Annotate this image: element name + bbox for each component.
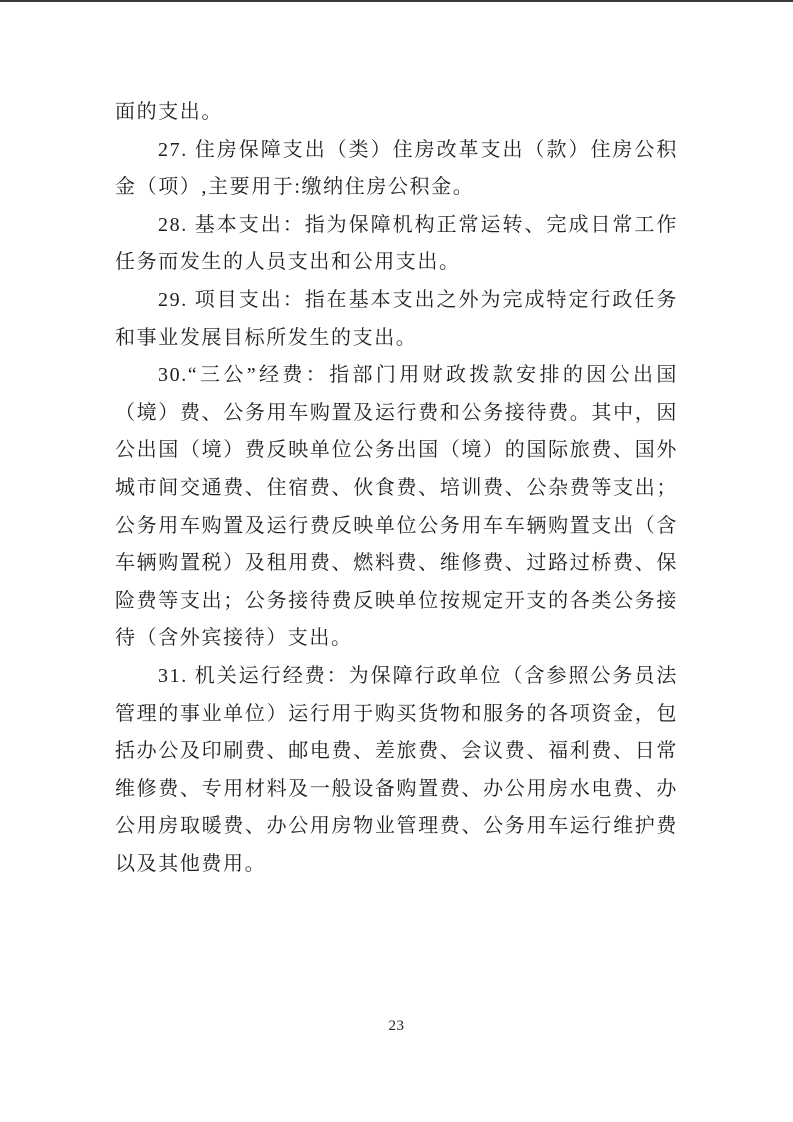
paragraph-item-28: 28. 基本支出：指为保障机构正常运转、完成日常工作任务而发生的人员支出和公用支出。 [115,213,678,274]
paragraph-item-27: 27. 住房保障支出（类）住房改革支出（款）住房公积金（项）,主要用于:缴纳住房公积金。 [115,138,678,199]
page-footer [0,1018,793,1035]
document-body [115,94,678,883]
paragraph-item-31: 31. 机关运行经费：为保障行政单位（含参照公务员法管理的事业单位）运行用于购买货物和服务的各项资金，包括办公及印刷费、邮电费、差旅费、会议费、福利费、日常维修费、专用材料及一般设备购置费、办公用房水电费、办公用房取暖费、办公用房物业管理费、公务用车运行维护费以及其他费用。 [115,664,678,875]
page-number: 23 [388,1018,405,1034]
paragraph-item-30: 30.“三公”经费：指部门用财政拨款安排的因公出国（境）费、公务用车购置及运行费和公务接待费。其中，因公出国（境）费反映单位公务出国（境）的国际旅费、国外城市间交通费、住宿费、伙食费、培训费、公杂费等支出；公务用车购置及运行费反映单位公务用车车辆购置支出（含车辆购置税）及租用费、燃料费、维修费、过路过桥费、保险费等支出；公务接待费反映单位按规定开支的各类公务接待（含外宾接待）支出。 [115,364,678,650]
paragraph-item-29: 29. 项目支出：指在基本支出之外为完成特定行政任务和事业发展目标所发生的支出。 [115,288,678,349]
paragraph-continuation: 面的支出。 [115,101,223,123]
scan-border-line [0,0,793,2]
